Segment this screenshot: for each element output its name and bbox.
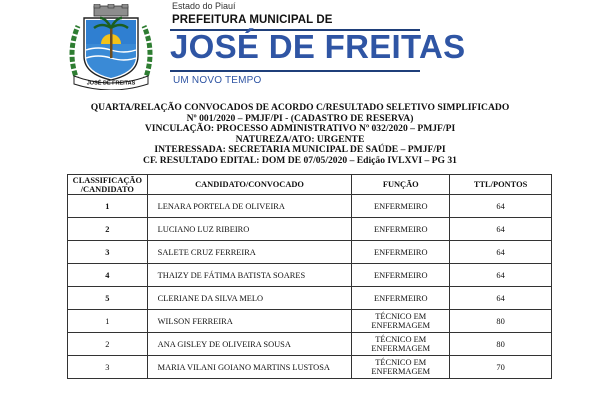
table-row [68, 264, 552, 287]
cell-classification: 1 [68, 195, 148, 218]
seal-ribbon-text: JOSÉ DE FREITAS [86, 80, 136, 87]
motto: UM NOVO TEMPO [173, 75, 262, 86]
cell-points: 64 [450, 218, 552, 241]
header-candidate: CANDIDATO/CONVOCADO [147, 175, 352, 195]
cell-candidate: CLERIANE DA SILVA MELO [147, 287, 352, 310]
cell-function: TÉCNICO EM ENFERMAGEM [352, 310, 450, 333]
cell-function: TÉCNICO EM ENFERMAGEM [352, 356, 450, 379]
table-row [68, 218, 552, 241]
city-name: JOSÉ DE FREITAS [170, 28, 466, 65]
table-row [68, 241, 552, 264]
cell-classification: 3 [68, 356, 148, 379]
title-line: NATUREZA/ATO: URGENTE [235, 133, 365, 145]
header-rule-bottom [170, 70, 420, 72]
cell-points: 64 [450, 264, 552, 287]
cell-points: 80 [450, 310, 552, 333]
cell-function: ENFERMEIRO [352, 241, 450, 264]
cell-classification: 2 [68, 218, 148, 241]
cell-points: 64 [450, 287, 552, 310]
convocados-table [67, 174, 552, 379]
title-line: QUARTA/RELAÇÃO CONVOCADOS DE ACORDO C/RESULTADO SELETIVO SIMPLIFICADO [90, 102, 510, 113]
cell-candidate: LUCIANO LUZ RIBEIRO [147, 218, 352, 241]
title-line: Nº 001/2020 – PMJF/PI - (CADASTRO DE RESERVA) [186, 112, 414, 124]
cell-function: ENFERMEIRO [352, 195, 450, 218]
cell-candidate: THAIZY DE FÁTIMA BATISTA SOARES [147, 264, 352, 287]
cell-function: ENFERMEIRO [352, 287, 450, 310]
state-name: Estado do Piauí [172, 1, 236, 11]
header-function: FUNÇÃO [352, 175, 450, 195]
title-line: CF. RESULTADO EDITAL: DOM DE 07/05/2020 – Edição IVLXVI – PG 31 [143, 154, 457, 166]
table-row [68, 333, 552, 356]
cell-candidate: LENARA PORTELA DE OLIVEIRA [147, 195, 352, 218]
cell-classification: 2 [68, 333, 148, 356]
cell-candidate: WILSON FERREIRA [147, 310, 352, 333]
table-row [68, 195, 552, 218]
table-row [68, 356, 552, 379]
cell-classification: 1 [68, 310, 148, 333]
cell-candidate: SALETE CRUZ FERREIRA [147, 241, 352, 264]
table-row [68, 310, 552, 333]
header-classification: CLASSIFICAÇÃO /CANDIDATO [68, 175, 148, 195]
header-points: TTL/PONTOS [450, 175, 552, 195]
cell-classification: 3 [68, 241, 148, 264]
table-row [68, 287, 552, 310]
cell-points: 64 [450, 241, 552, 264]
document-titles [60, 103, 540, 167]
table-header-row [68, 175, 552, 195]
cell-function: ENFERMEIRO [352, 264, 450, 287]
prefeitura-label: PREFEITURA MUNICIPAL DE [172, 14, 333, 26]
cell-points: 80 [450, 333, 552, 356]
cell-classification: 4 [68, 264, 148, 287]
title-line: INTERESSADA: SECRETARIA MUNICIPAL DE SAÚDE – PMJF/PI [154, 144, 446, 156]
cell-classification: 5 [68, 287, 148, 310]
cell-candidate: MARIA VILANI GOIANO MARTINS LUSTOSA [147, 356, 352, 379]
cell-points: 64 [450, 195, 552, 218]
cell-function: TÉCNICO EM ENFERMAGEM [352, 333, 450, 356]
cell-points: 70 [450, 356, 552, 379]
municipal-seal-icon [64, 4, 158, 90]
cell-function: ENFERMEIRO [352, 218, 450, 241]
title-line: VINCULAÇÃO: PROCESSO ADMINISTRATIVO Nº 032/2020 – PMJF/PI [144, 123, 456, 135]
cell-candidate: ANA GISLEY DE OLIVEIRA SOUSA [147, 333, 352, 356]
